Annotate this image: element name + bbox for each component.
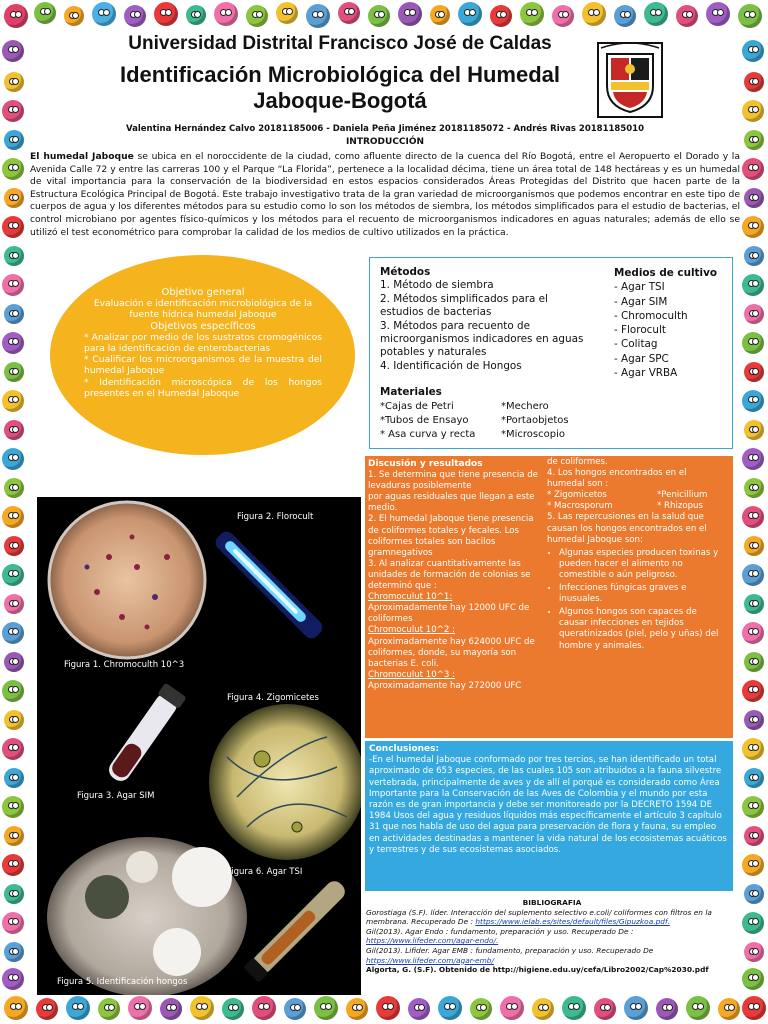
microbe-icon bbox=[128, 996, 152, 1020]
microbe-icon bbox=[4, 246, 24, 266]
bib-link[interactable]: https://www.lifeder.com/agar-emb/ bbox=[366, 955, 494, 965]
microbe-icon bbox=[742, 216, 764, 238]
microbe-icon bbox=[742, 738, 764, 760]
discussion-text: 2. El humedal Jaboque tiene presencia de coliformes totales y fecales. Los coliformes totales son bacilos gramnegativos bbox=[368, 514, 534, 558]
figures-panel bbox=[37, 497, 361, 995]
discussion-text: 3. Al analizar cuantitativamente las unidades de formación de colonias se determinó que : bbox=[368, 558, 531, 592]
culture-media-heading: Medios de cultivo bbox=[614, 267, 717, 279]
microbe-icon bbox=[2, 564, 24, 586]
microbe-icon bbox=[2, 332, 24, 354]
chromo-result: Aproximadamente hay 272000 UFC bbox=[368, 680, 522, 691]
microbe-icon bbox=[376, 996, 400, 1020]
microbe-icon bbox=[4, 188, 24, 208]
microbe-icon bbox=[742, 564, 764, 586]
health-bullet: • Algunas especies producen toxinas y pueden hacer el alimento no comestible o aún peligroso. bbox=[559, 548, 725, 581]
objective-specific-item: * Cualificar los microorganismos de la muestra del humedal Jaboque bbox=[84, 354, 322, 377]
microbe-icon bbox=[252, 996, 276, 1020]
microbe-icon bbox=[438, 996, 462, 1020]
figure-caption: Figura 3. Agar SIM bbox=[77, 791, 155, 801]
microbe-icon bbox=[744, 72, 764, 92]
microbe-icon bbox=[744, 884, 764, 904]
conclusions-text: -En el humedal Jaboque conformado por tres tercios, se han identificado un total aproximado de 653 especies, de las cuales 105 son atribuidos a la fauna silvestre vertebrada, principalmente de aves y de allí el porqué es considerado como Área Importante para la Conservación de las Aves de Colombia y el mundo por esta razón es de gran importancia y debe ser monitoreado por la DECRETO 1594 DE 1984 Usos del agua y residuos líquidos más específicamente el artículo 3 capítulo 31 que nos habla de uso del agua para preservación de flora y fauna, su empleo en actividades destinadas a mantener la vida natural de los ecosistemas acuáticos y terrestres y de sus ecosistemas asociados. bbox=[369, 755, 727, 855]
bib-text: Gorostiaga (S.F). líder. Interacción del suplemento selectivo e.coli/ coliformes con filtros en la membrana. Recuperado De : bbox=[366, 907, 712, 927]
microbe-icon bbox=[520, 2, 544, 26]
microbe-icon bbox=[4, 130, 24, 150]
bib-link[interactable]: https://www.lifeder.com/agar-endo/. bbox=[366, 936, 499, 946]
materials-item: *Tubos de Ensayo bbox=[380, 415, 469, 426]
microbe-icon bbox=[744, 130, 764, 150]
microbe-icon bbox=[624, 996, 648, 1020]
microbe-icon bbox=[36, 998, 58, 1020]
microbe-icon bbox=[744, 594, 764, 614]
microbe-icon bbox=[614, 5, 636, 27]
microbe-icon bbox=[314, 996, 338, 1020]
microbe-icon bbox=[742, 100, 764, 122]
microbe-icon bbox=[2, 796, 24, 818]
materials-item: *Cajas de Petri bbox=[380, 401, 454, 412]
microbe-icon bbox=[744, 478, 764, 498]
culture-media-item: - Agar TSI bbox=[614, 281, 665, 294]
chromo-result: Aproximadamente hay 624000 UFC de coliformes, donde, su mayoría son bacterias E. coli. bbox=[368, 636, 535, 669]
fungi-row bbox=[547, 501, 725, 512]
health-bullet: • Algunos hongos son capaces de causar infecciones en tejidos queratinizados (piel, pelo y uñas) del hombre y animales. bbox=[559, 607, 725, 651]
microbe-icon bbox=[4, 362, 24, 382]
microbe-icon bbox=[92, 2, 116, 26]
microbe-icon bbox=[744, 362, 764, 382]
materials-item: * Asa curva y recta bbox=[380, 429, 476, 440]
figures-illustration bbox=[37, 497, 361, 995]
microbe-icon bbox=[2, 158, 24, 180]
microbe-icon bbox=[2, 448, 24, 470]
intro-heading: INTRODUCCIÓN bbox=[345, 137, 425, 147]
materials-heading: Materiales bbox=[380, 386, 442, 398]
microbe-icon bbox=[744, 652, 764, 672]
objectives-specific-heading: Objetivos específicos bbox=[150, 320, 256, 332]
microbe-icon bbox=[594, 998, 616, 1020]
fungi-row bbox=[547, 490, 725, 501]
microbe-icon bbox=[154, 2, 178, 26]
microbe-icon bbox=[742, 40, 764, 62]
microbe-icon bbox=[744, 420, 764, 440]
conclusions-heading: Conclusiones: bbox=[369, 744, 440, 754]
microbe-icon bbox=[2, 680, 24, 702]
bibliography-entry bbox=[366, 946, 738, 965]
intro-paragraph bbox=[30, 151, 740, 239]
microbe-icon bbox=[4, 594, 24, 614]
materials-col1 bbox=[380, 400, 498, 442]
methods-list bbox=[380, 266, 594, 373]
intro-body: se ubica en el noroccidente de la ciudad, como afluente directo de la cuenca del Río Bogotá, entre el Aeropuerto el Dorado y la Avenida Calle 72 y entre las carreras 100 y el Parque “La Florida”, pertenece a la localidad décima, tiene un área total de 148 hectáreas y es un humedal de vital importancia para la conservación de la biodiversidad en estos espacios considerados Áreas Protegidas del Distrito que hacen parte de la Estructura Ecológica Principal de Bogotá. Este trabajo investigativo trata de la gran variedad de microorganismos que podemos encontrar en este tipo de cuerpos de agua y los diferentes métodos para su estudio como lo son los métodos de siembra, los métodos simplificados para el estudio de bacterias, el control microbiano por agentes físico-químicos y los métodos para el recuento de microorganismos indicadores en aguas naturales; además de ello se utilizó el test econométrico para comprobar la calidad de los medios de cultivo utilizados en la práctica. bbox=[30, 151, 740, 238]
microbe-icon bbox=[2, 622, 24, 644]
microbe-icon bbox=[744, 188, 764, 208]
microbe-icon bbox=[276, 2, 298, 24]
bib-link[interactable]: https://www.ielab.es/sites/default/files/Gipuzkoa.pdf. bbox=[475, 917, 670, 927]
microbe-icon bbox=[744, 304, 764, 324]
health-bullets bbox=[547, 548, 725, 652]
microbe-icon bbox=[656, 998, 678, 1020]
discussion-text: 1. Se determina que tiene presencia de levaduras posiblemente bbox=[368, 470, 538, 492]
microbe-icon bbox=[490, 5, 512, 27]
poster-title-line2: Jaboque-Bogotá bbox=[253, 88, 427, 113]
microbe-icon bbox=[2, 854, 24, 876]
microbe-icon bbox=[742, 996, 766, 1020]
chromo-label: Chromoculut 10^1: bbox=[368, 592, 453, 603]
microbe-icon bbox=[2, 506, 24, 528]
microbe-icon bbox=[744, 246, 764, 266]
materials-col2 bbox=[501, 400, 601, 442]
microbe-icon bbox=[284, 998, 306, 1020]
culture-media-item: - Agar VRBA bbox=[614, 367, 678, 380]
microbe-icon bbox=[744, 768, 764, 788]
authors-line: Valentina Hernández Calvo 20181185006 - Daniela Peña Jiménez 20181185072 - Andrés Rivas 20181185010 bbox=[126, 124, 644, 134]
microbe-icon bbox=[4, 478, 24, 498]
methods-heading: Métodos bbox=[380, 266, 431, 278]
microbe-icon bbox=[2, 968, 24, 990]
microbe-icon bbox=[644, 2, 668, 26]
microbe-icon bbox=[744, 826, 764, 846]
microbe-icon bbox=[98, 998, 120, 1020]
intro-lead: El humedal Jaboque bbox=[30, 151, 134, 162]
zigomicetes-microscope bbox=[209, 704, 361, 860]
culture-media-item: - Agar SIM bbox=[614, 295, 668, 308]
bibliography-entry bbox=[366, 908, 738, 927]
microbe-icon bbox=[744, 710, 764, 730]
microbe-icon bbox=[66, 996, 90, 1020]
microbe-icon bbox=[2, 274, 24, 296]
microbe-icon bbox=[2, 40, 24, 62]
bibliography-entry bbox=[366, 927, 738, 946]
microbe-icon bbox=[4, 942, 24, 962]
objectives-ellipse bbox=[50, 255, 355, 455]
objective-general-heading: Objetivo general bbox=[161, 287, 245, 298]
microbe-icon bbox=[744, 942, 764, 962]
figure-caption: Figura 6. Agar TSI bbox=[227, 867, 303, 877]
discussion-box bbox=[365, 456, 733, 738]
bibliography-heading: BIBLIOGRAFIA bbox=[522, 898, 582, 907]
methods-box bbox=[369, 257, 733, 449]
microbe-icon bbox=[2, 738, 24, 760]
microbe-icon bbox=[532, 998, 554, 1020]
microbe-icon bbox=[686, 996, 710, 1020]
microbe-icon bbox=[706, 2, 730, 26]
culture-media-item: - Colitag bbox=[614, 338, 658, 351]
microbe-icon bbox=[186, 5, 206, 25]
microbe-icon bbox=[124, 5, 146, 27]
fungi-item: * Macrosporum bbox=[547, 501, 613, 512]
figure-caption: Figura 1. Chromoculth 10^3 bbox=[64, 660, 185, 670]
methods-item: 2. Métodos simplificados para el estudios de bacterias bbox=[380, 292, 548, 319]
microbe-icon bbox=[246, 5, 268, 27]
microbe-icon bbox=[744, 536, 764, 556]
figure-caption: Figura 2. Florocult bbox=[237, 512, 314, 522]
objective-specific-item: * Identificación microscópica de los hongos presentes en el Humedal Jaboque bbox=[84, 376, 322, 399]
materials-item: *Microscopio bbox=[501, 429, 565, 440]
conclusions-box bbox=[365, 741, 733, 891]
microbe-icon bbox=[742, 912, 764, 934]
discussion-text: 4. Los hongos encontrados en el humedal son : bbox=[547, 468, 687, 490]
microbe-icon bbox=[676, 5, 698, 27]
microbe-icon bbox=[368, 5, 390, 27]
discussion-text: por aguas residuales que llegan a este medio. bbox=[368, 492, 535, 514]
discussion-text: 5. Las repercusiones en la salud que causan los hongos encontrados en el humedal Jaboque son: bbox=[547, 512, 707, 545]
objective-specific-item: * Analizar por medio de los sustratos cromogénicos para la identificación de enterobacterias bbox=[84, 331, 322, 355]
microbe-icon bbox=[34, 2, 56, 24]
microbe-icon bbox=[742, 332, 764, 354]
figure-caption: Figura 4. Zigomicetes bbox=[227, 693, 319, 703]
chromo-label: Chromoculut 10^3 : bbox=[368, 669, 456, 680]
microbe-icon bbox=[430, 5, 450, 25]
discussion-text: de coliformes. bbox=[547, 457, 608, 467]
discussion-col2 bbox=[547, 457, 725, 652]
fungi-item: * Rhizopus bbox=[657, 501, 703, 512]
microbe-icon bbox=[4, 420, 24, 440]
microbe-icon bbox=[742, 968, 764, 990]
fungi-item: *Penicillium bbox=[657, 490, 708, 501]
methods-item: 3. Métodos para recuento de microorganismos indicadores en aguas potables y naturales bbox=[380, 319, 584, 359]
poster-title bbox=[60, 62, 620, 114]
microbe-icon bbox=[190, 996, 214, 1020]
microbe-icon bbox=[742, 796, 764, 818]
microbe-icon bbox=[562, 996, 586, 1020]
microbe-icon bbox=[742, 680, 764, 702]
microbe-icon bbox=[2, 912, 24, 934]
chromo-label: Chromoculut 10^2 : bbox=[368, 625, 456, 636]
microbe-icon bbox=[2, 390, 24, 412]
university-name: Universidad Distrital Francisco José de Caldas bbox=[128, 33, 552, 54]
materials-item: *Mechero bbox=[501, 401, 549, 412]
microbe-icon bbox=[718, 998, 740, 1020]
microbe-icon bbox=[4, 826, 24, 846]
objective-general-text: Evaluación e identificación microbiológica de la fuente hídrica humedal Jaboque bbox=[93, 298, 313, 321]
microbe-icon bbox=[4, 710, 24, 730]
microbe-icon bbox=[160, 998, 182, 1020]
figure-caption: Figura 5. Identificación hongos bbox=[57, 977, 188, 987]
poster-title-line1: Identificación Microbiológica del Humedal bbox=[119, 62, 561, 87]
bib-text: Gil(2013). Agar Endo : fundamento, preparación y uso. Recuperado De : bbox=[366, 926, 634, 936]
microbe-icon bbox=[4, 996, 28, 1020]
bibliography bbox=[366, 898, 738, 975]
objectives-text bbox=[84, 287, 322, 399]
bib-text: Gil(2013). Lifider. Agar EMB : fundamento, preparación y uso. Recuperado De bbox=[366, 945, 654, 955]
microbe-icon bbox=[4, 652, 24, 672]
methods-item: 4. Identificación de Hongos bbox=[380, 359, 522, 372]
microbe-icon bbox=[222, 998, 244, 1020]
materials-item: *Portaobjetos bbox=[501, 415, 569, 426]
conclusions-content bbox=[369, 744, 727, 856]
microbe-icon bbox=[4, 536, 24, 556]
university-crest-logo bbox=[597, 42, 663, 118]
methods-item: 1. Método de siembra bbox=[380, 279, 494, 292]
culture-media-list bbox=[614, 266, 726, 380]
microbe-icon bbox=[742, 448, 764, 470]
bibliography-entry: Algorta, G. (S.F). Obtenido de http://higiene.edu.uy/cefa/Libro2002/Cap%2030.pdf bbox=[366, 965, 709, 975]
culture-media-item: - Agar SPC bbox=[614, 352, 669, 365]
microbe-icon bbox=[346, 998, 368, 1020]
fungi-item: * Zigomicetos bbox=[547, 490, 607, 501]
petri-dish-chromoculth bbox=[49, 502, 205, 658]
discussion-heading: Discusión y resultados bbox=[368, 459, 483, 469]
microbe-icon bbox=[398, 2, 422, 26]
microbe-icon bbox=[458, 2, 482, 26]
microbe-icon bbox=[552, 5, 574, 27]
microbe-icon bbox=[408, 998, 430, 1020]
microbe-icon bbox=[4, 72, 24, 92]
chromo-result: Aproximadamente hay 12000 UFC de coliformes bbox=[368, 603, 530, 625]
discussion-col1 bbox=[368, 459, 546, 692]
microbe-icon bbox=[4, 4, 28, 28]
culture-media-item: - Chromoculth bbox=[614, 309, 688, 322]
microbe-icon bbox=[742, 158, 764, 180]
microbe-icon bbox=[582, 2, 606, 26]
microbe-icon bbox=[742, 854, 764, 876]
microbe-icon bbox=[742, 274, 764, 296]
microbe-icon bbox=[306, 4, 330, 28]
microbe-icon bbox=[742, 506, 764, 528]
agar-tsi-tube bbox=[243, 877, 349, 983]
microbe-icon bbox=[4, 304, 24, 324]
microbe-icon bbox=[338, 2, 360, 24]
health-bullet: • Infecciones fúngicas graves e inusuales. bbox=[559, 583, 725, 605]
culture-media-item: - Florocult bbox=[614, 324, 666, 337]
microbe-icon bbox=[2, 216, 24, 238]
microbe-icon bbox=[4, 768, 24, 788]
florocult-tube bbox=[212, 528, 325, 641]
microbe-icon bbox=[742, 390, 764, 412]
crest-shield-icon bbox=[599, 44, 661, 116]
microbe-icon bbox=[742, 622, 764, 644]
microbe-icon bbox=[214, 2, 238, 26]
microbe-icon bbox=[64, 6, 84, 26]
agar-sim-tube bbox=[103, 683, 186, 786]
microbe-icon bbox=[738, 4, 762, 28]
microbe-icon bbox=[470, 998, 492, 1020]
microbe-icon bbox=[2, 100, 24, 122]
microbe-icon bbox=[4, 884, 24, 904]
microbe-icon bbox=[500, 996, 524, 1020]
